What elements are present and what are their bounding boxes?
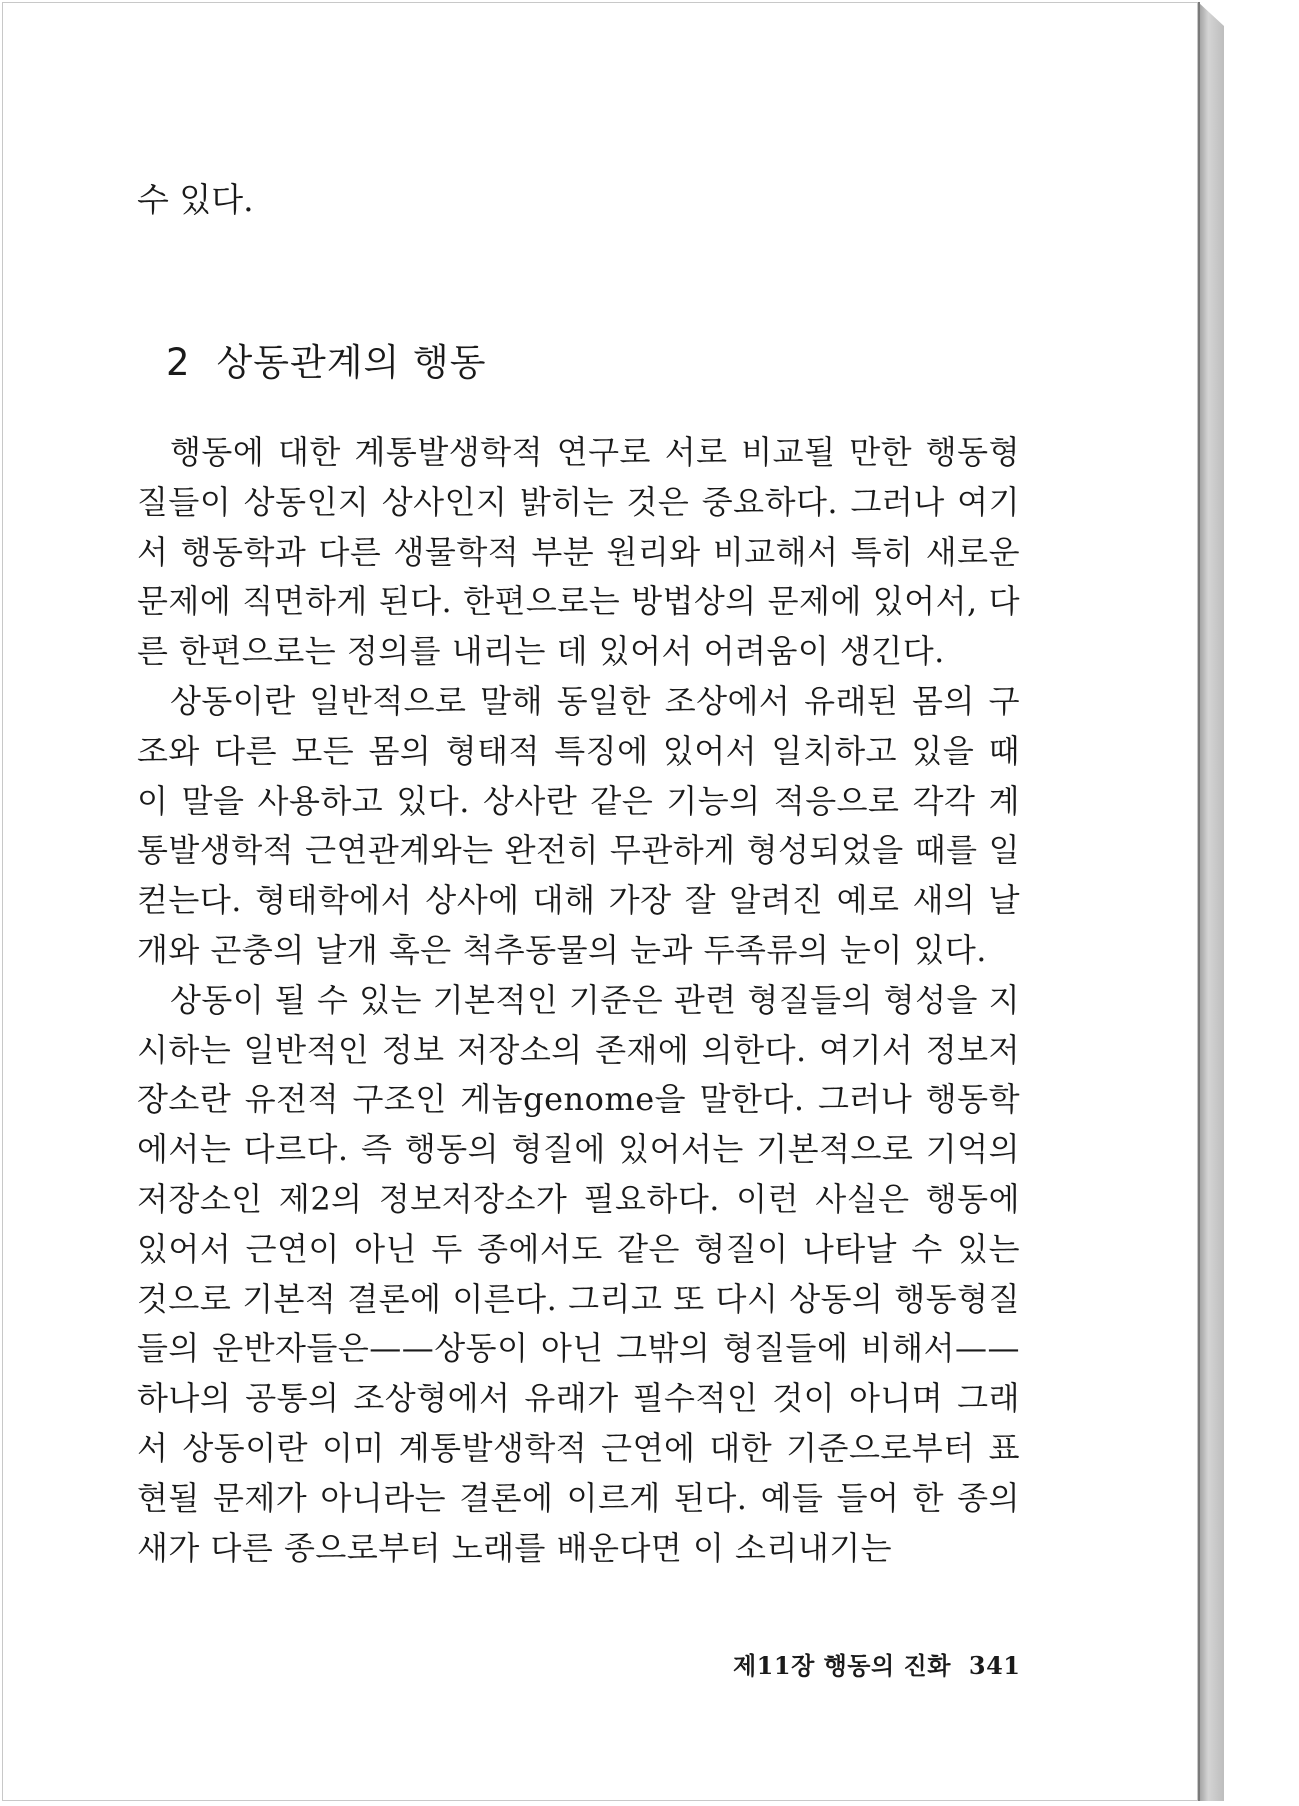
paragraph: 상동이란 일반적으로 말해 동일한 조상에서 유래된 몸의 구조와 다른 모든 몸의 형태적 특징에 있어서 일치하고 있을 때 이 말을 사용하고 있다. 상사란 같은 기능의 적응으로 각각 계통발생학적 근연관계와는 완전히 무관하게 형성되었을 때를 일컫는다. 형태학에서 상사에 대해 가장 잘 알려진 예로 새의 날개와 곤충의 날개 혹은 척추동물의 눈과 두족류의 눈이 있다. xyxy=(137,681,1020,969)
page-footer xyxy=(733,1646,1021,1681)
section-number: 2 xyxy=(166,341,191,384)
paragraph: 상동이 될 수 있는 기본적인 기준은 관련 형질들의 형성을 지시하는 일반적인 정보 저장소의 존재에 의한다. 여기서 정보저장소란 유전적 구조인 게놈genome을 말한다. 그러나 행동학에서는 다르다. 즉 행동의 형질에 있어서는 기본적으로 기억의 저장소인 제2의 정보저장소가 필요하다. 이런 사실은 행동에 있어서 근연이 아닌 두 종에서도 같은 형질이 나타날 수 있는 것으로 기본적 결론에 이른다. 그리고 또 다시 상동의 행동형질들의 운반자들은——상동이 아닌 그밖의 형질들에 비해서——하나의 공통의 조상형에서 유래가 필수적인 것이 아니며 그래서 상동이란 이미 계통발생학적 근연에 대한 기준으로부터 표현될 문제가 아니라는 결론에 이르게 된다. 예들 들어 한 종의 새가 다른 종으로부터 노래를 배운다면 이 소리내기는 xyxy=(137,980,1020,1567)
section-heading xyxy=(166,332,487,386)
running-footer-chapter: 제11장 행동의 진화 xyxy=(733,1651,951,1680)
page-edge-line xyxy=(1198,2,1200,1801)
body-text xyxy=(137,428,1020,1573)
page-stack-edge xyxy=(1198,2,1224,1801)
opening-fragment: 수 있다. xyxy=(137,180,254,219)
page-number: 341 xyxy=(968,1651,1021,1680)
paragraph: 행동에 대한 계통발생학적 연구로 서로 비교될 만한 행동형질들이 상동인지 상사인지 밝히는 것은 중요하다. 그러나 여기서 행동학과 다른 생물학적 부분 원리와 비교해서 특히 새로운 문제에 직면하게 된다. 한편으로는 방법상의 문제에 있어서, 다른 한편으로는 정의를 내리는 데 있어서 어려움이 생긴다. xyxy=(137,433,1020,671)
section-title: 상동관계의 행동 xyxy=(216,341,487,384)
